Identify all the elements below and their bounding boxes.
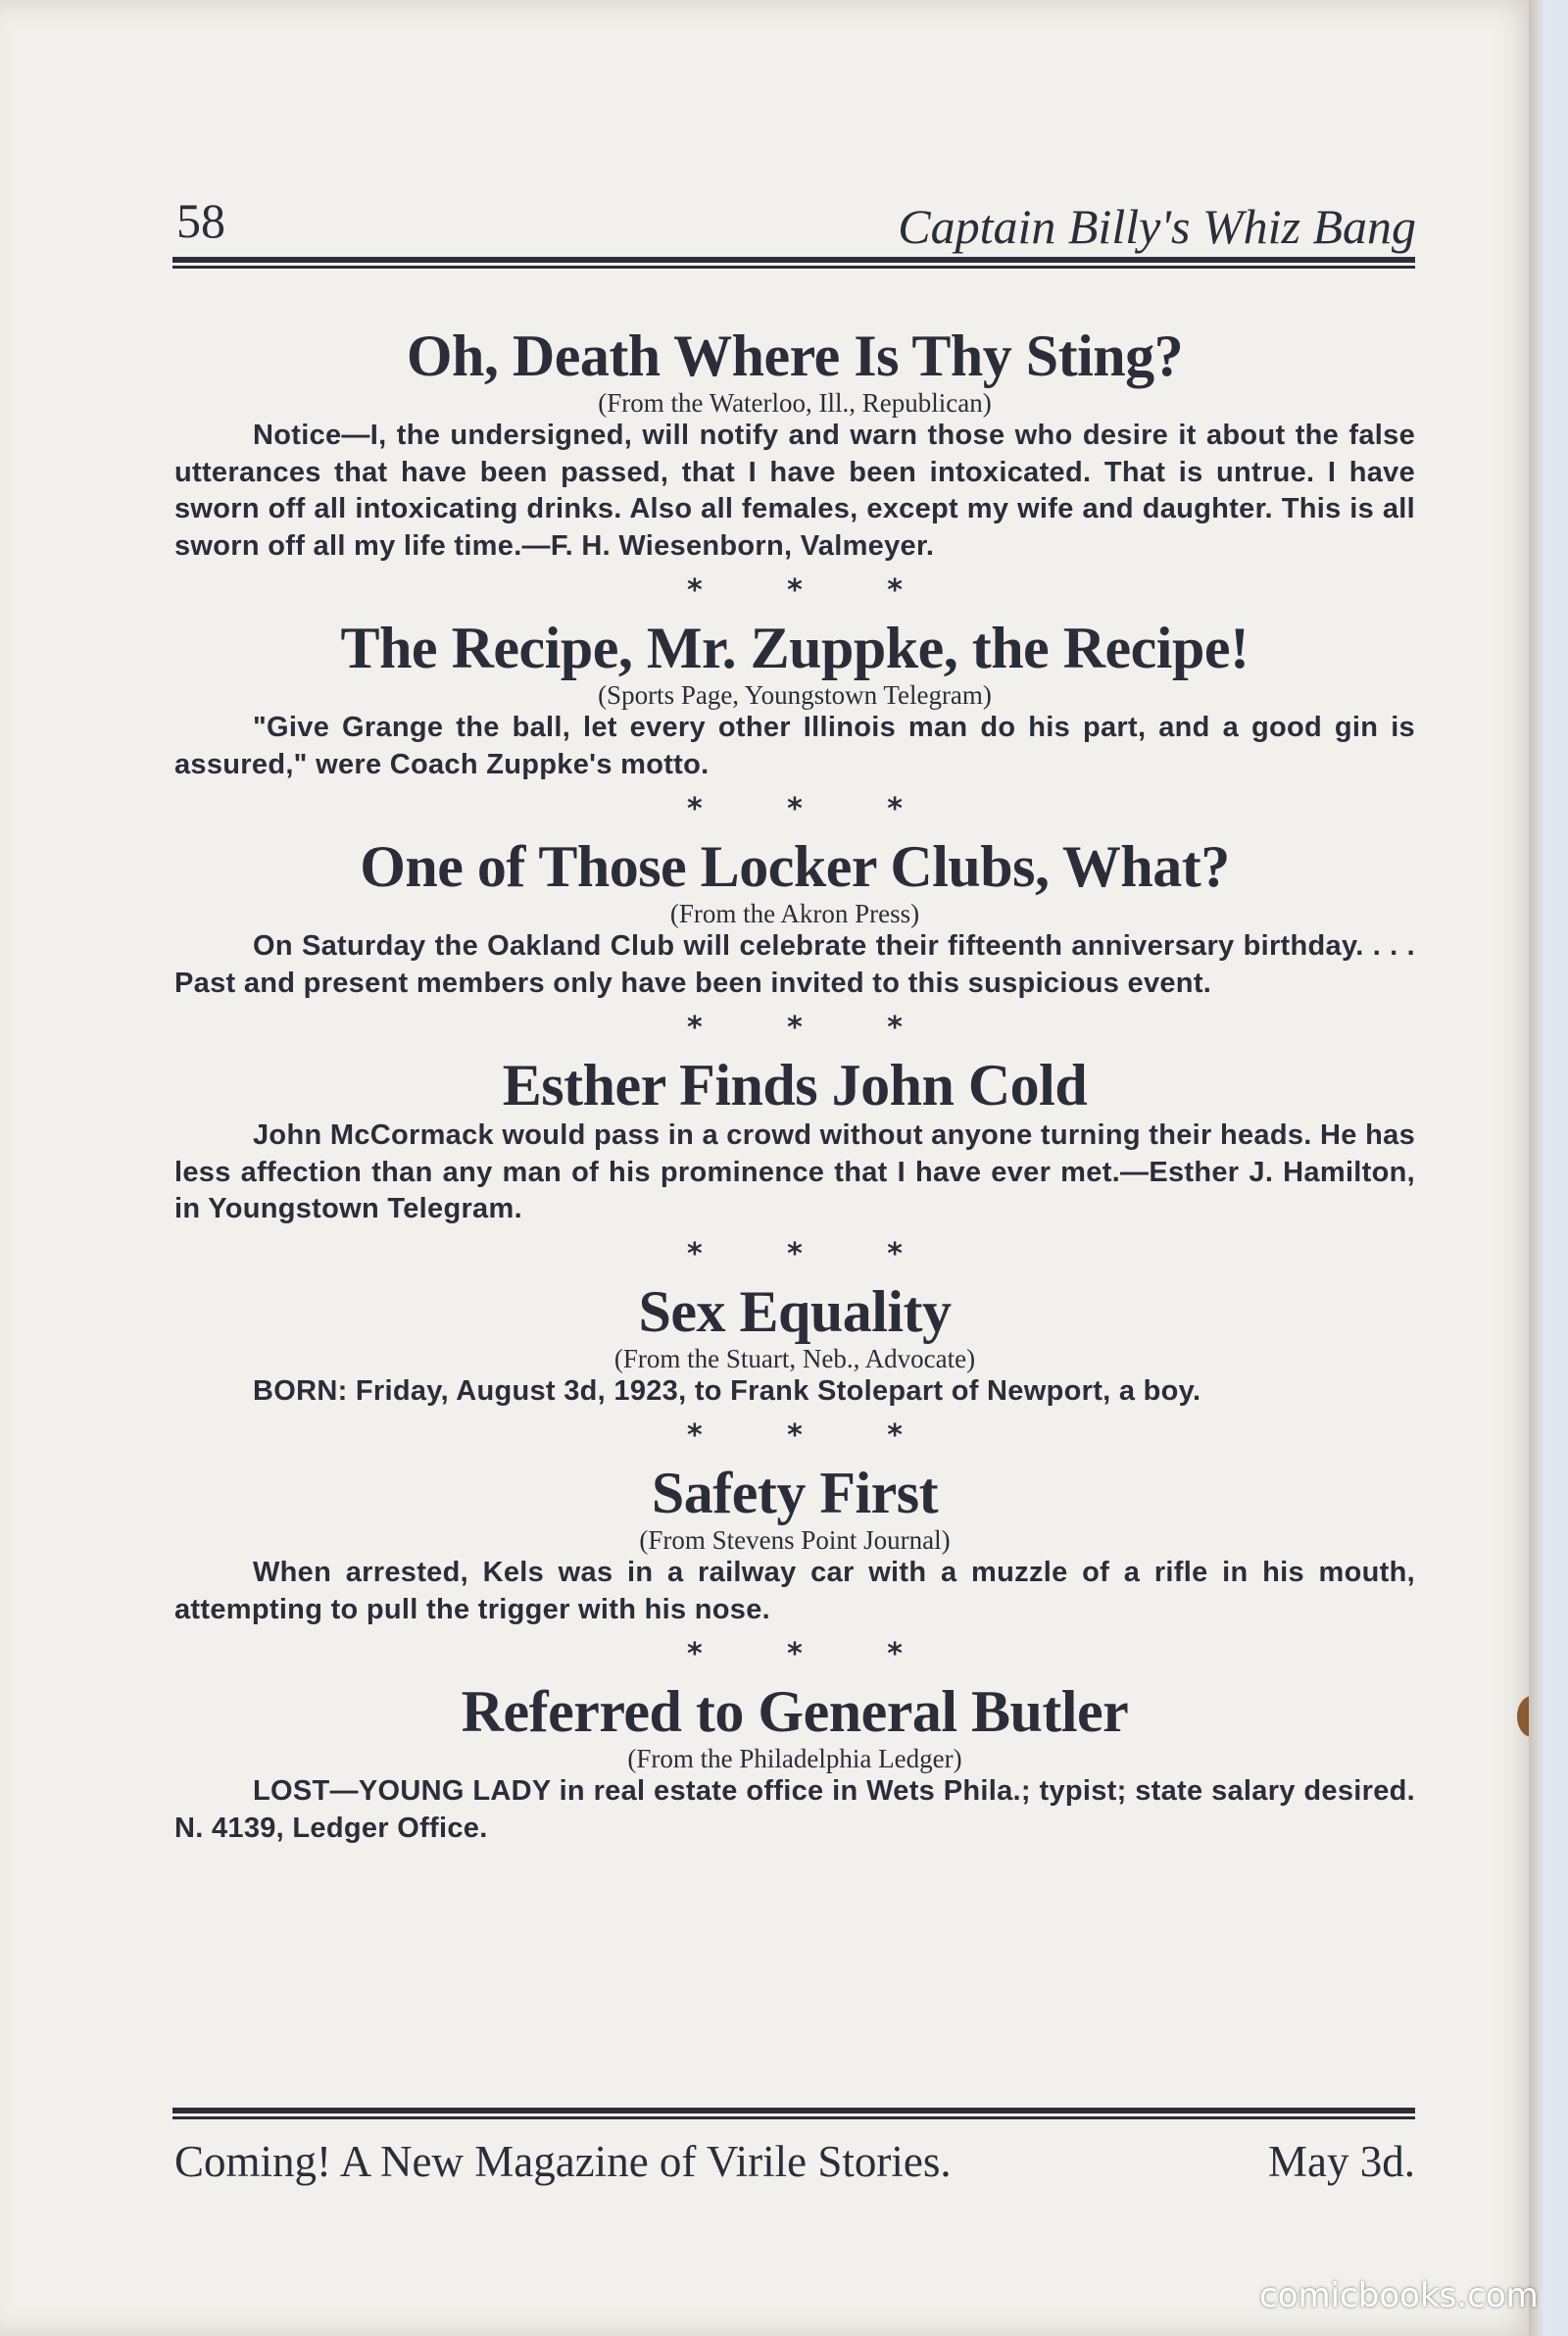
article-headline: One of Those Locker Clubs, What? xyxy=(360,834,1230,899)
article-body: "Give Grange the ball, let every other Illinois man do his part, and a good gin is assured," were Coach Zuppke's motto. xyxy=(174,712,1415,780)
watermark: comicbooks.com xyxy=(1259,2276,1539,2315)
article-source: (Sports Page, Youngstown Telegram) xyxy=(598,680,992,710)
article-source: (From the Stuart, Neb., Advocate) xyxy=(613,1343,976,1373)
article xyxy=(174,323,1415,565)
separator-stars: * * * xyxy=(687,1637,940,1671)
page-header xyxy=(176,192,1416,254)
separator-stars: * * * xyxy=(687,1011,940,1045)
article-headline: Esther Finds John Cold xyxy=(502,1053,1088,1118)
separator-stars: * * * xyxy=(687,1418,940,1453)
article-headline: Referred to General Butler xyxy=(461,1679,1129,1744)
article xyxy=(174,616,1415,783)
magazine-title: Captain Billy's Whiz Bang xyxy=(898,199,1416,254)
article-body: John McCormack would pass in a crowd without anyone turning their heads. He has less affection than any man of his prominence that I have ever met.—Esther J. Hamilton, in Youngstown Telegram. xyxy=(174,1119,1415,1224)
page-footer xyxy=(174,2135,1415,2188)
separator-stars: * * * xyxy=(687,1236,940,1271)
separator-stars: * * * xyxy=(687,792,940,826)
article-headline: Safety First xyxy=(651,1461,939,1525)
header-rule xyxy=(172,257,1415,271)
footer-rule xyxy=(172,2108,1415,2121)
article xyxy=(174,1053,1415,1228)
article-body: LOST—YOUNG LADY in real estate office in Wets Phila.; typist; state salary desired. N. 4139, Ledger Office. xyxy=(174,1775,1415,1844)
article-body: When arrested, Kels was in a railway car with a muzzle of a rifle in his mouth, attempting to pull the trigger with his nose. xyxy=(174,1557,1415,1625)
footer-announcement: Coming! A New Magazine of Virile Stories. xyxy=(174,2137,952,2186)
article-body: BORN: Friday, August 3d, 1923, to Frank Stolepart of Newport, a boy. xyxy=(253,1374,1201,1407)
article xyxy=(174,1279,1415,1411)
article xyxy=(174,834,1415,1002)
article-body: Notice—I, the undersigned, will notify and warn those who desire it about the false utterances that have been passed, that I have been intoxicated. That is untrue. I have sworn off all intoxicating drinks. Also all females, except my wife and daughter. This is all sworn off all my life time.—F. H. Wiesenborn, Valmeyer. xyxy=(174,420,1415,562)
article-source: (From the Philadelphia Ledger) xyxy=(627,1744,962,1773)
article-source: (From the Waterloo, Ill., Republican) xyxy=(598,388,992,418)
article-column xyxy=(174,323,1415,1847)
article-headline: Sex Equality xyxy=(638,1278,952,1344)
article xyxy=(174,1679,1415,1847)
footer-date: May 3d. xyxy=(1268,2137,1415,2186)
article-headline: The Recipe, Mr. Zuppke, the Recipe! xyxy=(340,616,1250,680)
article xyxy=(174,1461,1415,1628)
separator-stars: * * * xyxy=(687,573,940,608)
article-source: (From Stevens Point Journal) xyxy=(639,1525,951,1555)
article-body: On Saturday the Oakland Club will celebrate their fifteenth anniversary birthday. . . . Past and present members only have been invited to this suspicious event. xyxy=(174,930,1415,999)
article-source: (From the Akron Press) xyxy=(669,899,920,928)
article-headline: Oh, Death Where Is Thy Sting? xyxy=(406,323,1184,388)
page-edge xyxy=(1529,0,1568,2336)
page-number: 58 xyxy=(176,193,225,248)
